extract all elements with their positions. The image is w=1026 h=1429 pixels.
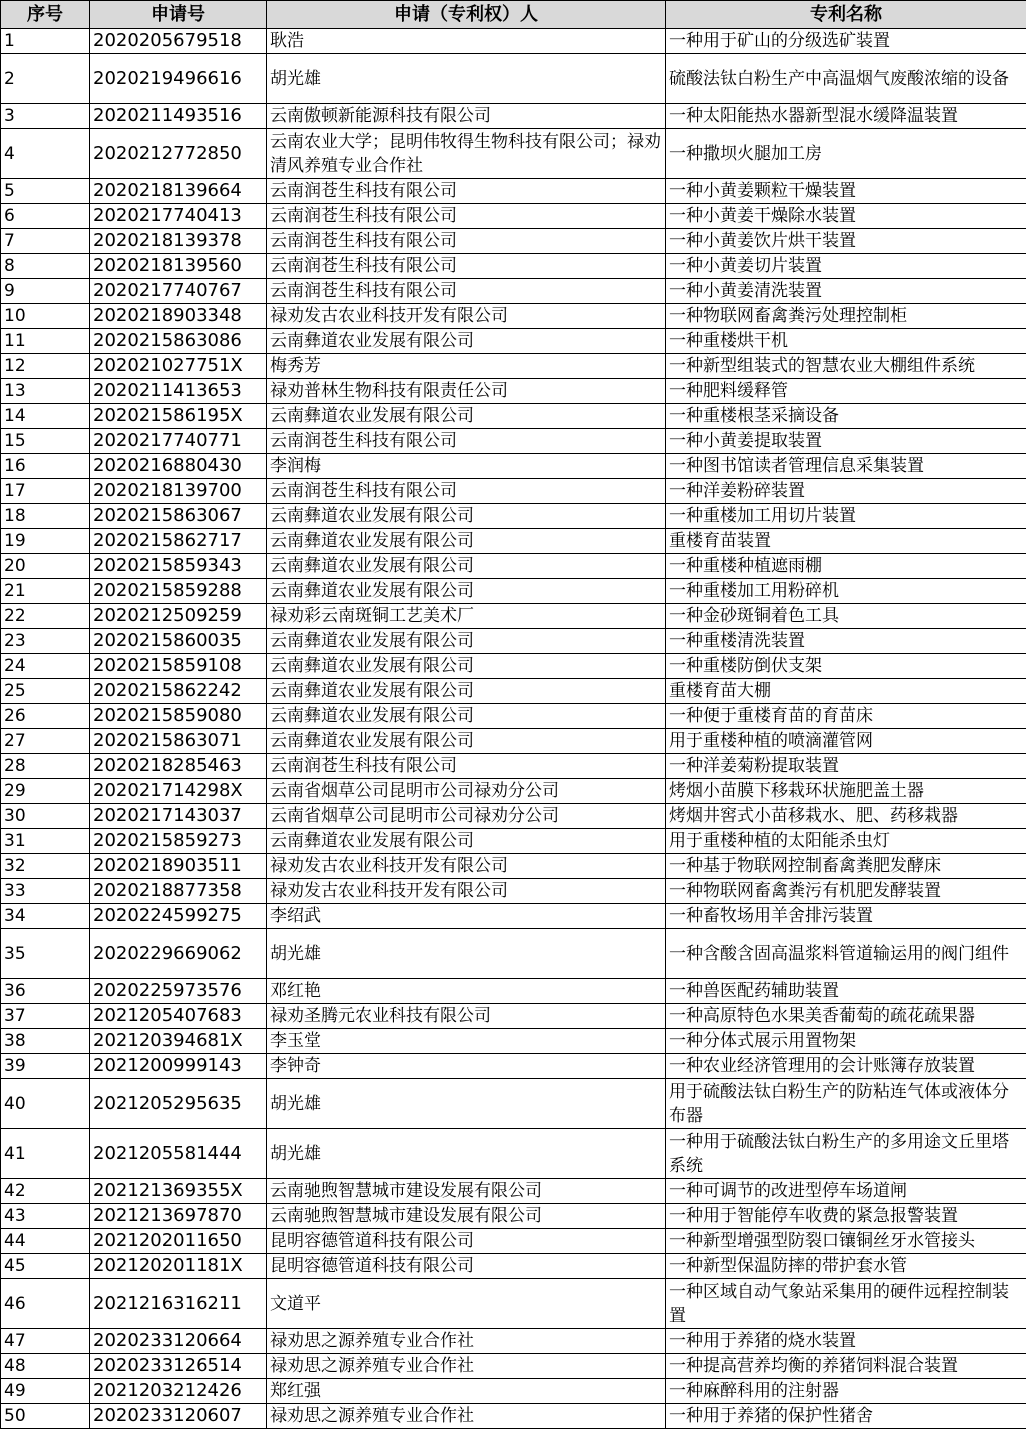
cell-applicant: 云南彝道农业发展有限公司 [267, 629, 666, 654]
cell-applicant: 云南彝道农业发展有限公司 [267, 704, 666, 729]
cell-application-number: 2020215859288 [90, 579, 267, 604]
cell-applicant: 李玉堂 [267, 1029, 666, 1054]
cell-applicant: 云南彝道农业发展有限公司 [267, 579, 666, 604]
cell-serial: 14 [1, 404, 90, 429]
table-row [1, 404, 1026, 429]
cell-serial: 17 [1, 479, 90, 504]
cell-applicant: 禄劝思之源养殖专业合作社 [267, 1354, 666, 1379]
table-row [1, 629, 1026, 654]
cell-application-number: 2020218139664 [90, 179, 267, 204]
cell-applicant: 云南润苍生科技有限公司 [267, 254, 666, 279]
cell-application-number: 2021216316211 [90, 1279, 267, 1329]
cell-application-number: 2021202011650 [90, 1229, 267, 1254]
cell-serial: 10 [1, 304, 90, 329]
cell-serial: 11 [1, 329, 90, 354]
table-row [1, 529, 1026, 554]
cell-application-number: 2020233126514 [90, 1354, 267, 1379]
cell-serial: 36 [1, 979, 90, 1004]
cell-application-number: 2020215859080 [90, 704, 267, 729]
header-row [1, 1, 1026, 29]
table-row [1, 454, 1026, 479]
cell-patent-name: 一种提高营养均衡的养猪饲料混合装置 [666, 1354, 1026, 1379]
cell-application-number: 2020215862717 [90, 529, 267, 554]
cell-application-number: 202121369355X [90, 1179, 267, 1204]
cell-patent-name: 重楼育苗装置 [666, 529, 1026, 554]
cell-application-number: 2021205295635 [90, 1079, 267, 1129]
cell-patent-name: 一种太阳能热水器新型混水缓降温装置 [666, 104, 1026, 129]
cell-applicant: 文道平 [267, 1279, 666, 1329]
cell-applicant: 郑红强 [267, 1379, 666, 1404]
cell-application-number: 2020215863067 [90, 504, 267, 529]
cell-serial: 44 [1, 1229, 90, 1254]
table-row [1, 754, 1026, 779]
cell-patent-name: 一种金砂斑铜着色工具 [666, 604, 1026, 629]
cell-application-number: 2020218139378 [90, 229, 267, 254]
cell-serial: 4 [1, 129, 90, 179]
cell-application-number: 202120201181X [90, 1254, 267, 1279]
table-row [1, 854, 1026, 879]
cell-patent-name: 一种新型保温防摔的带护套水管 [666, 1254, 1026, 1279]
cell-applicant: 胡光雄 [267, 1079, 666, 1129]
table-row [1, 929, 1026, 979]
cell-application-number: 2020216880430 [90, 454, 267, 479]
cell-application-number: 202021586195X [90, 404, 267, 429]
cell-serial: 23 [1, 629, 90, 654]
cell-patent-name: 一种小黄姜颗粒干燥装置 [666, 179, 1026, 204]
cell-applicant: 禄劝思之源养殖专业合作社 [267, 1404, 666, 1429]
table-row [1, 979, 1026, 1004]
cell-applicant: 邓红艳 [267, 979, 666, 1004]
cell-patent-name: 一种用于养猪的保护性猪舍 [666, 1404, 1026, 1429]
table-row [1, 229, 1026, 254]
cell-serial: 50 [1, 1404, 90, 1429]
cell-applicant: 禄劝发古农业科技开发有限公司 [267, 879, 666, 904]
cell-applicant: 禄劝发古农业科技开发有限公司 [267, 854, 666, 879]
cell-patent-name: 一种重楼加工用切片装置 [666, 504, 1026, 529]
cell-application-number: 2020217143037 [90, 804, 267, 829]
cell-serial: 28 [1, 754, 90, 779]
table-row [1, 1204, 1026, 1229]
cell-serial: 5 [1, 179, 90, 204]
cell-application-number: 2020219496616 [90, 54, 267, 104]
header-application-number: 申请号 [90, 1, 267, 29]
cell-application-number: 202021714298X [90, 779, 267, 804]
cell-serial: 32 [1, 854, 90, 879]
cell-patent-name: 一种分体式展示用置物架 [666, 1029, 1026, 1054]
cell-serial: 42 [1, 1179, 90, 1204]
cell-applicant: 云南润苍生科技有限公司 [267, 179, 666, 204]
cell-patent-name: 一种图书馆读者管理信息采集装置 [666, 454, 1026, 479]
cell-patent-name: 一种高原特色水果美香葡萄的疏花疏果器 [666, 1004, 1026, 1029]
table-row [1, 604, 1026, 629]
cell-patent-name: 一种重楼防倒伏支架 [666, 654, 1026, 679]
cell-applicant: 云南彝道农业发展有限公司 [267, 829, 666, 854]
cell-applicant: 云南彝道农业发展有限公司 [267, 679, 666, 704]
cell-application-number: 2021200999143 [90, 1054, 267, 1079]
cell-applicant: 李绍武 [267, 904, 666, 929]
table-row [1, 29, 1026, 54]
cell-patent-name: 一种用于矿山的分级选矿装置 [666, 29, 1026, 54]
cell-serial: 37 [1, 1004, 90, 1029]
cell-application-number: 2020218877358 [90, 879, 267, 904]
cell-applicant: 禄劝思之源养殖专业合作社 [267, 1329, 666, 1354]
table-row [1, 1004, 1026, 1029]
cell-applicant: 禄劝普林生物科技有限责任公司 [267, 379, 666, 404]
cell-application-number: 2020205679518 [90, 29, 267, 54]
table-row [1, 379, 1026, 404]
table-row [1, 579, 1026, 604]
table-row [1, 429, 1026, 454]
cell-applicant: 云南傲顿新能源科技有限公司 [267, 104, 666, 129]
cell-applicant: 云南润苍生科技有限公司 [267, 754, 666, 779]
cell-patent-name: 一种农业经济管理用的会计账簿存放装置 [666, 1054, 1026, 1079]
table-row [1, 1029, 1026, 1054]
cell-patent-name: 硫酸法钛白粉生产中高温烟气废酸浓缩的设备 [666, 54, 1026, 104]
table-row [1, 479, 1026, 504]
cell-application-number: 2020224599275 [90, 904, 267, 929]
table-row [1, 129, 1026, 179]
cell-patent-name: 一种小黄姜提取装置 [666, 429, 1026, 454]
header-patent-name: 专利名称 [666, 1, 1026, 29]
cell-application-number: 2020233120664 [90, 1329, 267, 1354]
cell-application-number: 202120394681X [90, 1029, 267, 1054]
cell-patent-name: 一种小黄姜清洗装置 [666, 279, 1026, 304]
cell-application-number: 2020218903511 [90, 854, 267, 879]
cell-serial: 45 [1, 1254, 90, 1279]
header-serial: 序号 [1, 1, 90, 29]
cell-applicant: 云南润苍生科技有限公司 [267, 479, 666, 504]
cell-serial: 26 [1, 704, 90, 729]
table-row [1, 679, 1026, 704]
cell-applicant: 昆明容德管道科技有限公司 [267, 1229, 666, 1254]
cell-serial: 27 [1, 729, 90, 754]
cell-application-number: 2020218139560 [90, 254, 267, 279]
cell-serial: 30 [1, 804, 90, 829]
cell-serial: 7 [1, 229, 90, 254]
cell-serial: 33 [1, 879, 90, 904]
table-row [1, 729, 1026, 754]
cell-serial: 38 [1, 1029, 90, 1054]
cell-patent-name: 一种重楼烘干机 [666, 329, 1026, 354]
cell-serial: 35 [1, 929, 90, 979]
table-row [1, 304, 1026, 329]
cell-serial: 8 [1, 254, 90, 279]
table-row [1, 1179, 1026, 1204]
cell-applicant: 禄劝彩云南斑铜工艺美术厂 [267, 604, 666, 629]
cell-patent-name: 一种新型增强型防裂口镶铜丝牙水管接头 [666, 1229, 1026, 1254]
cell-serial: 21 [1, 579, 90, 604]
table-row [1, 329, 1026, 354]
cell-application-number: 2020225973576 [90, 979, 267, 1004]
table-row [1, 1254, 1026, 1279]
cell-application-number: 2020215863071 [90, 729, 267, 754]
cell-applicant: 胡光雄 [267, 54, 666, 104]
cell-patent-name: 一种重楼种植遮雨棚 [666, 554, 1026, 579]
cell-serial: 40 [1, 1079, 90, 1129]
table-row [1, 879, 1026, 904]
cell-patent-name: 用于重楼种植的太阳能杀虫灯 [666, 829, 1026, 854]
cell-serial: 24 [1, 654, 90, 679]
cell-applicant: 胡光雄 [267, 929, 666, 979]
table-row [1, 1279, 1026, 1329]
cell-applicant: 云南彝道农业发展有限公司 [267, 329, 666, 354]
cell-applicant: 昆明容德管道科技有限公司 [267, 1254, 666, 1279]
table-row [1, 904, 1026, 929]
cell-applicant: 云南彝道农业发展有限公司 [267, 529, 666, 554]
cell-patent-name: 一种新型组装式的智慧农业大棚组件系统 [666, 354, 1026, 379]
cell-patent-name: 一种小黄姜饮片烘干装置 [666, 229, 1026, 254]
cell-patent-name: 一种兽医配药辅助装置 [666, 979, 1026, 1004]
cell-serial: 39 [1, 1054, 90, 1079]
table-row [1, 504, 1026, 529]
table-row [1, 254, 1026, 279]
cell-patent-name: 一种便于重楼育苗的育苗床 [666, 704, 1026, 729]
cell-patent-name: 一种小黄姜干燥除水装置 [666, 204, 1026, 229]
cell-patent-name: 一种物联网畜禽粪污处理控制柜 [666, 304, 1026, 329]
table-row [1, 204, 1026, 229]
cell-patent-name: 重楼育苗大棚 [666, 679, 1026, 704]
cell-patent-name: 一种用于养猪的烧水装置 [666, 1329, 1026, 1354]
cell-patent-name: 一种区域自动气象站采集用的硬件远程控制装置 [666, 1279, 1026, 1329]
cell-patent-name: 一种小黄姜切片装置 [666, 254, 1026, 279]
cell-serial: 31 [1, 829, 90, 854]
cell-patent-name: 一种重楼加工用粉碎机 [666, 579, 1026, 604]
table-row [1, 1329, 1026, 1354]
table-row [1, 1129, 1026, 1179]
table-row [1, 779, 1026, 804]
table-row [1, 1054, 1026, 1079]
cell-serial: 6 [1, 204, 90, 229]
cell-applicant: 云南润苍生科技有限公司 [267, 429, 666, 454]
cell-applicant: 云南彝道农业发展有限公司 [267, 729, 666, 754]
cell-patent-name: 一种重楼清洗装置 [666, 629, 1026, 654]
cell-patent-name: 一种含酸含固高温浆料管道输运用的阀门组件 [666, 929, 1026, 979]
cell-application-number: 2021213697870 [90, 1204, 267, 1229]
cell-application-number: 2020212509259 [90, 604, 267, 629]
table-row [1, 1229, 1026, 1254]
table-row [1, 1404, 1026, 1429]
cell-serial: 13 [1, 379, 90, 404]
cell-applicant: 云南省烟草公司昆明市公司禄劝分公司 [267, 779, 666, 804]
cell-application-number: 2020215862242 [90, 679, 267, 704]
cell-serial: 19 [1, 529, 90, 554]
cell-applicant: 云南彝道农业发展有限公司 [267, 654, 666, 679]
cell-applicant: 云南农业大学；昆明伟牧得生物科技有限公司；禄劝清风养殖专业合作社 [267, 129, 666, 179]
cell-applicant: 云南彝道农业发展有限公司 [267, 404, 666, 429]
cell-applicant: 云南省烟草公司昆明市公司禄劝分公司 [267, 804, 666, 829]
cell-patent-name: 一种用于硫酸法钛白粉生产的多用途文丘里塔系统 [666, 1129, 1026, 1179]
cell-patent-name: 一种洋姜菊粉提取装置 [666, 754, 1026, 779]
cell-patent-name: 一种肥料缓释管 [666, 379, 1026, 404]
cell-patent-name: 一种重楼根茎采摘设备 [666, 404, 1026, 429]
cell-application-number: 2020217740413 [90, 204, 267, 229]
cell-serial: 12 [1, 354, 90, 379]
cell-serial: 34 [1, 904, 90, 929]
table-row [1, 1354, 1026, 1379]
cell-application-number: 2020215863086 [90, 329, 267, 354]
cell-serial: 43 [1, 1204, 90, 1229]
cell-serial: 25 [1, 679, 90, 704]
table-row [1, 1379, 1026, 1404]
cell-application-number: 2020218139700 [90, 479, 267, 504]
cell-patent-name: 烤烟井窖式小苗移栽水、肥、药移栽器 [666, 804, 1026, 829]
cell-serial: 48 [1, 1354, 90, 1379]
cell-patent-name: 一种可调节的改进型停车场道闸 [666, 1179, 1026, 1204]
cell-applicant: 禄劝发古农业科技开发有限公司 [267, 304, 666, 329]
cell-patent-name: 烤烟小苗膜下移栽环状施肥盖土器 [666, 779, 1026, 804]
cell-application-number: 2020212772850 [90, 129, 267, 179]
cell-applicant: 胡光雄 [267, 1129, 666, 1179]
cell-patent-name: 一种撒坝火腿加工房 [666, 129, 1026, 179]
cell-applicant: 云南彝道农业发展有限公司 [267, 554, 666, 579]
cell-applicant: 李钟奇 [267, 1054, 666, 1079]
cell-applicant: 云南润苍生科技有限公司 [267, 229, 666, 254]
cell-applicant: 云南彝道农业发展有限公司 [267, 504, 666, 529]
cell-applicant: 云南润苍生科技有限公司 [267, 204, 666, 229]
cell-application-number: 2020217740767 [90, 279, 267, 304]
cell-serial: 9 [1, 279, 90, 304]
cell-application-number: 2020215860035 [90, 629, 267, 654]
table-row [1, 829, 1026, 854]
cell-serial: 3 [1, 104, 90, 129]
cell-application-number: 2020215859108 [90, 654, 267, 679]
cell-applicant: 禄劝圣腾元农业科技有限公司 [267, 1004, 666, 1029]
cell-serial: 41 [1, 1129, 90, 1179]
cell-application-number: 2020211413653 [90, 379, 267, 404]
cell-application-number: 2020215859273 [90, 829, 267, 854]
cell-application-number: 2021205407683 [90, 1004, 267, 1029]
cell-serial: 2 [1, 54, 90, 104]
cell-application-number: 2020217740771 [90, 429, 267, 454]
cell-patent-name: 一种洋姜粉碎装置 [666, 479, 1026, 504]
cell-serial: 1 [1, 29, 90, 54]
header-applicant: 申请（专利权）人 [267, 1, 666, 29]
table-row [1, 554, 1026, 579]
table-row [1, 54, 1026, 104]
cell-application-number: 2020211493516 [90, 104, 267, 129]
cell-serial: 22 [1, 604, 90, 629]
cell-applicant: 云南驰煦智慧城市建设发展有限公司 [267, 1204, 666, 1229]
cell-application-number: 2020218285463 [90, 754, 267, 779]
cell-serial: 49 [1, 1379, 90, 1404]
cell-applicant: 李润梅 [267, 454, 666, 479]
cell-patent-name: 一种用于智能停车收费的紧急报警装置 [666, 1204, 1026, 1229]
cell-patent-name: 一种物联网畜禽粪污有机肥发酵装置 [666, 879, 1026, 904]
cell-application-number: 2021205581444 [90, 1129, 267, 1179]
cell-serial: 46 [1, 1279, 90, 1329]
cell-patent-name: 用于重楼种植的喷滴灌管网 [666, 729, 1026, 754]
table-row [1, 104, 1026, 129]
cell-applicant: 云南润苍生科技有限公司 [267, 279, 666, 304]
table-row [1, 179, 1026, 204]
cell-application-number: 2020215859343 [90, 554, 267, 579]
cell-application-number: 2020229669062 [90, 929, 267, 979]
cell-serial: 16 [1, 454, 90, 479]
table-body [1, 29, 1026, 1429]
table-row [1, 804, 1026, 829]
table-row [1, 704, 1026, 729]
table-row [1, 354, 1026, 379]
cell-serial: 29 [1, 779, 90, 804]
cell-patent-name: 一种基于物联网控制畜禽粪肥发酵床 [666, 854, 1026, 879]
table-row [1, 654, 1026, 679]
table-row [1, 279, 1026, 304]
cell-applicant: 云南驰煦智慧城市建设发展有限公司 [267, 1179, 666, 1204]
cell-application-number: 2020218903348 [90, 304, 267, 329]
cell-application-number: 2020233120607 [90, 1404, 267, 1429]
cell-patent-name: 一种畜牧场用羊舍排污装置 [666, 904, 1026, 929]
cell-serial: 18 [1, 504, 90, 529]
cell-serial: 47 [1, 1329, 90, 1354]
cell-patent-name: 一种麻醉科用的注射器 [666, 1379, 1026, 1404]
table-row [1, 1079, 1026, 1129]
cell-patent-name: 用于硫酸法钛白粉生产的防粘连气体或液体分布器 [666, 1079, 1026, 1129]
cell-serial: 20 [1, 554, 90, 579]
cell-applicant: 耿浩 [267, 29, 666, 54]
cell-application-number: 202021027751X [90, 354, 267, 379]
cell-serial: 15 [1, 429, 90, 454]
cell-applicant: 梅秀芳 [267, 354, 666, 379]
cell-application-number: 2021203212426 [90, 1379, 267, 1404]
